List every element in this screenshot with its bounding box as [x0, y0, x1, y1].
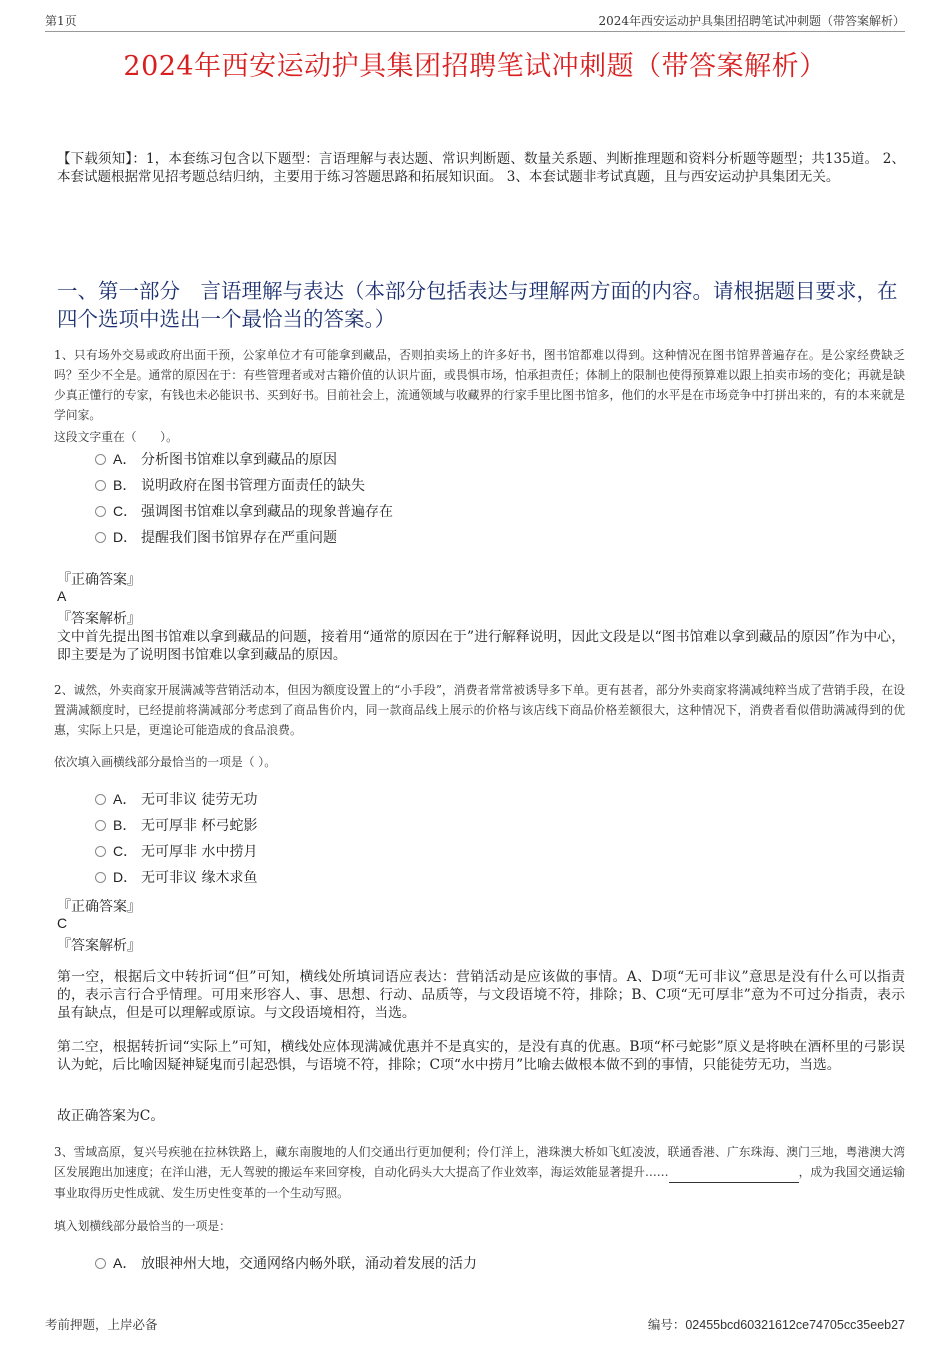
question-1-analysis-label: 『答案解析』	[57, 611, 141, 627]
question-1-option-a[interactable]: A． 分析图书馆难以拿到藏品的原因	[95, 449, 337, 469]
question-1-answer-label: 『正确答案』	[57, 572, 141, 588]
fill-blank	[669, 1162, 749, 1183]
question-2-option-a[interactable]: A． 无可非议 徒劳无功	[95, 789, 257, 809]
footer-slogan: 考前押题，上岸必备	[45, 1317, 158, 1332]
running-title: 2024年西安运动护具集团招聘笔试冲刺题（带答案解析）	[598, 14, 905, 28]
question-1-option-b[interactable]: B． 说明政府在图书管理方面责任的缺失	[95, 475, 365, 495]
download-notice: 【下载须知】：1，本套练习包含以下题型：言语理解与表达题、常识判断题、数量关系题、判断推理题和资料分析题等题型；共135道。 2、本套试题根据常见招考题总结归纳，主要用于练习答题思路和拓展知识面。 3、本套试题非考试真题，且与西安运动护具集团无关。	[57, 151, 905, 185]
question-2-option-b[interactable]: B． 无可厚非 杯弓蛇影	[95, 815, 257, 835]
question-1-analysis: 文中首先提出图书馆难以拿到藏品的问题，接着用“通常的原因在于”进行解释说明，因此文段是以“图书馆难以拿到藏品的原因”作为中心，即主要是为了说明图书馆难以拿到藏品的原因。	[57, 629, 905, 663]
question-3-text: 3、雪域高原，复兴号疾驰在拉林铁路上，藏东南腹地的人们交通出行更加便利；伶仃洋上，港珠澳大桥如飞虹凌波，联通香港、广东珠海、澳门三地，粤港澳大湾区发展跑出加速度；在洋山港，无人驾驶的搬运车来回穿梭，自动化码头大大提高了作业效率，海运效能显著提升…… ，成为我国交通运输事业取得历史性成就、发生历史性变革的一个生动写照。	[54, 1145, 905, 1200]
question-2-answer: C	[57, 915, 68, 931]
question-2-analysis-1: 第一空，根据后文中转折词“但”可知，横线处所填词语应表达：营销活动是应该做的事情。A、D项“无可非议”意思是没有什么可以指责的，表示言行合乎情理。可用来形容人、事、思想、行动、品质等，与文段语境不符，排除；B、C项“无可厚非”意为不可过分指责，表示虽有缺点，但是可以理解或原谅。与文段语境相符，当选。	[57, 969, 905, 1021]
radio-icon[interactable]	[95, 454, 106, 465]
header-divider	[45, 31, 905, 32]
question-3-prompt: 填入划横线部分最恰当的一项是：	[54, 1219, 231, 1233]
page-number: 第1页	[45, 14, 77, 28]
section-heading: 一、第一部分 言语理解与表达（本部分包括表达与理解两方面的内容。请根据题目要求，在四个选项中选出一个最恰当的答案。）	[57, 279, 898, 331]
radio-icon[interactable]	[95, 794, 106, 805]
question-3-option-a[interactable]: A． 放眼神州大地，交通网络内畅外联，涌动着发展的活力	[95, 1253, 477, 1273]
document-title: 2024年西安运动护具集团招聘笔试冲刺题（带答案解析）	[123, 51, 827, 82]
radio-icon[interactable]	[95, 480, 106, 491]
question-1-answer: A	[57, 588, 67, 604]
question-2-analysis-label: 『答案解析』	[57, 938, 141, 954]
radio-icon[interactable]	[95, 1258, 106, 1269]
question-2-analysis-3: 故正确答案为C。	[57, 1108, 165, 1124]
question-2-option-c[interactable]: C． 无可厚非 水中捞月	[95, 841, 257, 861]
radio-icon[interactable]	[95, 532, 106, 543]
question-1-option-d[interactable]: D． 提醒我们图书馆界存在严重问题	[95, 527, 337, 547]
radio-icon[interactable]	[95, 506, 106, 517]
question-2-text: 2、诚然，外卖商家开展满减等营销活动本，但因为额度设置上的“小手段”，消费者常常被诱导多下单。更有甚者，部分外卖商家将满减纯粹当成了营销手段，在设置满减额度时，已经提前将满减部分考虑到了商品售价内，同一款商品线上展示的价格与该店线下商品价格差额很大，这种情况下，消费者看似借助满减得到的优惠，实际上只是，更遑论可能造成的食品浪费。	[54, 683, 905, 737]
radio-icon[interactable]	[95, 820, 106, 831]
fill-blank	[749, 1162, 799, 1183]
question-2-answer-label: 『正确答案』	[57, 899, 141, 915]
question-1-text: 1、只有场外交易或政府出面干预，公家单位才有可能拿到藏品，否则拍卖场上的许多好书，图书馆都难以得到。这种情况在图书馆界普遍存在。是公家经费缺乏吗？至少不全是。通常的原因在于：有些管理者或对古籍价值的认识片面，或畏惧市场，怕承担责任；体制上的限制也使得预算难以跟上拍卖市场的变化；再就是缺少真正懂行的专家，有钱也未必能识书、买到好书。目前社会上，流通领域与收藏界的行家手里比图书馆多，他们的水平是在市场竞争中打拼出来的，有的本来就是学问家。	[54, 348, 905, 422]
question-1-option-c[interactable]: C． 强调图书馆难以拿到藏品的现象普遍存在	[95, 501, 393, 521]
footer-document-id: 编号：02455bcd60321612ce74705cc35eeb27	[647, 1317, 905, 1332]
question-2-analysis-2: 第二空，根据转折词“实际上”可知，横线处应体现满减优惠并不是真实的，是没有真的优惠。B项“杯弓蛇影”原义是将映在酒杯里的弓影误认为蛇，后比喻因疑神疑鬼而引起恐惧，与语境不符，排除；C项“水中捞月”比喻去做根本做不到的事情，只能徒劳无功，当选。	[57, 1039, 905, 1073]
question-2-option-d[interactable]: D． 无可非议 缘木求鱼	[95, 867, 257, 887]
radio-icon[interactable]	[95, 872, 106, 883]
radio-icon[interactable]	[95, 846, 106, 857]
question-2-prompt: 依次填入画横线部分最恰当的一项是（ ）。	[54, 755, 276, 769]
question-1-prompt: 这段文字重在（ ）。	[54, 430, 178, 444]
